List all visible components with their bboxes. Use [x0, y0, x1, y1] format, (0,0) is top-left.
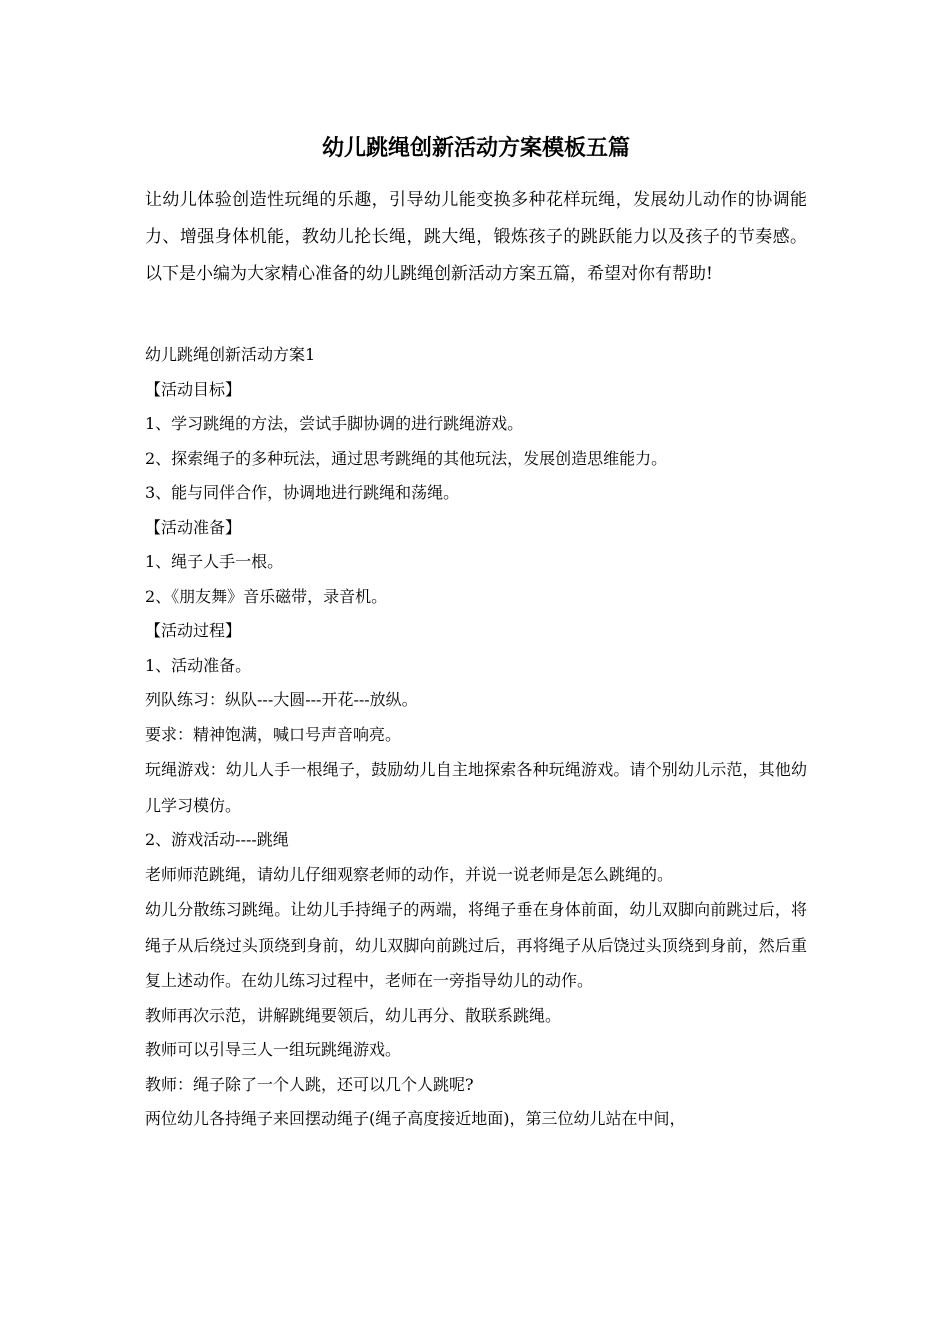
- body-paragraph: 列队练习：纵队---大圆---开花---放纵。: [145, 690, 418, 709]
- document-page: [145, 128, 807, 1137]
- subheading-goals: 【活动目标】: [145, 379, 242, 399]
- body-paragraph: 玩绳游戏：幼儿人手一根绳子，鼓励幼儿自主地探索各种玩绳游戏。请个别幼儿示范，其他幼儿学习模仿。: [145, 760, 807, 815]
- section-heading: 幼儿跳绳创新活动方案1: [145, 345, 316, 364]
- body-paragraph: 老师师范跳绳，请幼儿仔细观察老师的动作，并说一说老师是怎么跳绳的。: [145, 864, 674, 884]
- body-paragraph: 教师再次示范，讲解跳绳要领后，幼儿再分、散联系跳绳。: [145, 1005, 562, 1025]
- body-paragraph: 幼儿分散练习跳绳。让幼儿手持绳子的两端，将绳子垂在身体前面，幼儿双脚向前跳过后，将绳子从后绕过头顶绕到身前，幼儿双脚向前跳过后，再将绳子从后饶过头顶绕到身前，然后重复上述动作。在幼儿练习过程中，老师在一旁指导幼儿的动作。: [145, 900, 807, 990]
- subheading-process: 【活动过程】: [145, 621, 242, 640]
- subheading-preparation: 【活动准备】: [145, 517, 242, 537]
- list-item: 2、探索绳子的多种玩法，通过思考跳绳的其他玩法，发展创造思维能力。: [145, 448, 668, 468]
- intro-paragraph: 让幼儿体验创造性玩绳的乐趣，引导幼儿能变换多种花样玩绳，发展幼儿动作的协调能力、增强身体机能，教幼儿抡长绳，跳大绳，锻炼孩子的跳跃能力以及孩子的节奏感。以下是小编为大家精心准备的幼儿跳绳创新活动方案五篇，希望对你有帮助!: [145, 190, 807, 284]
- list-item: 1、活动准备。: [145, 655, 252, 675]
- list-item: 2、游戏活动----跳绳: [145, 830, 289, 849]
- list-item: 3、能与同伴合作，协调地进行跳绳和荡绳。: [145, 483, 460, 502]
- list-item: 1、学习跳绳的方法，尝试手脚协调的进行跳绳游戏。: [145, 414, 524, 433]
- list-item: 1、绳子人手一根。: [145, 552, 284, 571]
- section-gap: [145, 293, 807, 338]
- list-item: 2、《朋友舞》音乐磁带，录音机。: [145, 586, 388, 606]
- body-paragraph: 教师：绳子除了一个人跳，还可以几个人跳呢?: [145, 1074, 474, 1094]
- body-section: [145, 338, 807, 1137]
- body-paragraph: 要求：精神饱满，喊口号声音响亮。: [145, 724, 402, 744]
- intro-section: [145, 182, 807, 293]
- body-paragraph: 教师可以引导三人一组玩跳绳游戏。: [145, 1040, 402, 1059]
- body-paragraph: 两位幼儿各持绳子来回摆动绳子(绳子高度接近地面)，第三位幼儿站在中间，: [145, 1109, 686, 1128]
- document-title: 幼儿跳绳创新活动方案模板五篇: [321, 135, 630, 161]
